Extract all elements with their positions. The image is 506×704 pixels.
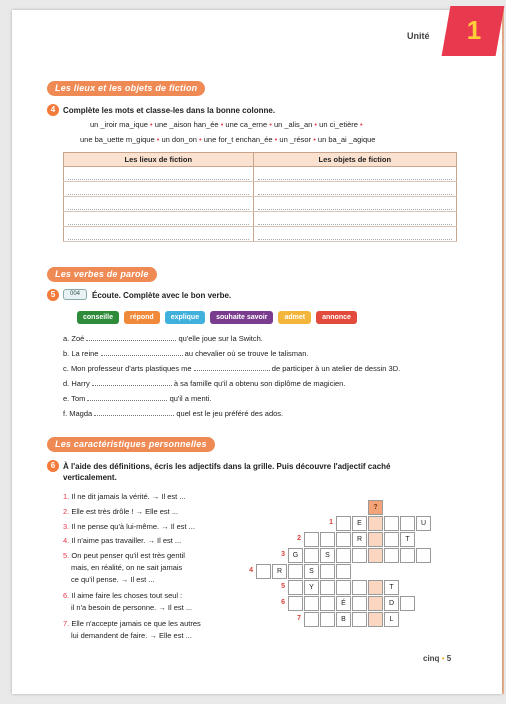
clue-text: Il ne dit jamais la vérité. → Il est ... bbox=[71, 492, 186, 501]
table-header-objets: Les objets de fiction bbox=[253, 153, 456, 167]
clue-text: Elle est très drôle ! → Elle est ... bbox=[71, 507, 179, 516]
grid-cell[interactable]: U bbox=[416, 516, 431, 531]
bullet-icon: • bbox=[314, 120, 318, 129]
grid-cell[interactable] bbox=[384, 548, 399, 563]
audio-track-label: 004 bbox=[69, 291, 80, 297]
verb-chip: explique bbox=[165, 311, 205, 324]
sentence-end: quel est le jeu préféré des ados. bbox=[176, 409, 284, 418]
grid-cell[interactable] bbox=[304, 532, 319, 547]
sentence-e bbox=[63, 394, 211, 403]
clue-6-line-2: il n'a besoin de personne. → Il est ... bbox=[71, 603, 193, 612]
word: un ci_etière bbox=[319, 120, 358, 129]
sentence-end: de participer à un atelier de dessin 3D. bbox=[271, 364, 401, 373]
clue-7-line-2: lui demandent de faire. → Elle est ... bbox=[71, 631, 192, 640]
blank-field[interactable] bbox=[87, 394, 167, 401]
section-title-caracteristiques: Les caractéristiques personnelles bbox=[47, 437, 215, 452]
grid-cell[interactable]: E bbox=[352, 516, 367, 531]
grid-cell[interactable] bbox=[368, 580, 383, 595]
grid-cell[interactable] bbox=[416, 548, 431, 563]
word: une for_t enchan_ée bbox=[203, 135, 273, 144]
bullet-icon: • bbox=[274, 135, 278, 144]
grid-cell[interactable] bbox=[368, 532, 383, 547]
exercise-number-4: 4 bbox=[47, 104, 59, 116]
row-number: 3 bbox=[281, 551, 285, 558]
grid-cell[interactable]: S bbox=[304, 564, 319, 579]
clue-5-line-3: ce qu'il pense. → Il est ... bbox=[71, 575, 155, 584]
grid-cell[interactable] bbox=[336, 516, 351, 531]
grid-cell[interactable] bbox=[320, 532, 335, 547]
bullet-icon: • bbox=[220, 120, 224, 129]
classification-table bbox=[63, 152, 457, 242]
answer-line[interactable] bbox=[253, 197, 456, 212]
blank-field[interactable] bbox=[101, 349, 183, 356]
word: un _résor bbox=[279, 135, 312, 144]
hidden-word-marker: ? bbox=[368, 500, 383, 515]
clue-3 bbox=[63, 522, 195, 531]
grid-cell[interactable] bbox=[400, 596, 415, 611]
section-title-verbes: Les verbes de parole bbox=[47, 267, 157, 282]
clue-number: 5. bbox=[63, 551, 70, 560]
grid-cell[interactable] bbox=[320, 580, 335, 595]
grid-cell[interactable] bbox=[368, 612, 383, 627]
verb-chip: souhaite savoir bbox=[210, 311, 273, 324]
word-list-line-2 bbox=[80, 135, 375, 144]
sentence-letter: f. bbox=[63, 409, 68, 418]
grid-cell[interactable]: T bbox=[384, 580, 399, 595]
grid-cell[interactable] bbox=[320, 612, 335, 627]
clue-number: 1. bbox=[63, 492, 70, 501]
page-word: cinq bbox=[423, 654, 440, 663]
sentence-letter: a. bbox=[63, 334, 70, 343]
grid-cell[interactable] bbox=[304, 548, 319, 563]
answer-line[interactable] bbox=[64, 182, 254, 197]
row-number: 4 bbox=[249, 567, 253, 574]
grid-cell[interactable] bbox=[288, 596, 303, 611]
clue-text: Il ne pense qu'à lui-même. → Il est ... bbox=[71, 522, 195, 531]
sentence-end: qu'elle joue sur la Switch. bbox=[178, 334, 263, 343]
grid-cell[interactable] bbox=[336, 564, 351, 579]
word: une ba_uette m_gique bbox=[80, 135, 155, 144]
grid-cell[interactable]: D bbox=[384, 596, 399, 611]
grid-cell[interactable] bbox=[288, 564, 303, 579]
word: un ba_ai _agique bbox=[317, 135, 376, 144]
verb-chip: admet bbox=[278, 311, 311, 324]
row-number: 2 bbox=[297, 535, 301, 542]
exercise-5-instruction: Écoute. Complète avec le bon verbe. bbox=[92, 291, 232, 300]
sentence-end: au chevalier où se trouve le talisman. bbox=[184, 349, 309, 358]
answer-line[interactable] bbox=[64, 227, 254, 242]
clue-number: 3. bbox=[63, 522, 70, 531]
row-number: 5 bbox=[281, 583, 285, 590]
exercise-6-instruction: À l'aide des définitions, écris les adjectifs dans la grille. Puis découvre l'adjectif caché bbox=[63, 462, 391, 471]
sentence-letter: e. bbox=[63, 394, 70, 403]
clue-6 bbox=[63, 591, 182, 600]
answer-line[interactable] bbox=[253, 167, 456, 182]
grid-cell[interactable] bbox=[352, 548, 367, 563]
clue-1 bbox=[63, 492, 186, 501]
clue-4 bbox=[63, 536, 181, 545]
grid-cell[interactable]: T bbox=[400, 532, 415, 547]
sentence-end: à sa famille qu'il a obtenu son diplôme de magicien. bbox=[173, 379, 346, 388]
page-footer bbox=[423, 654, 451, 663]
exercise-number-5: 5 bbox=[47, 289, 59, 301]
clue-7 bbox=[63, 619, 201, 628]
grid-cell[interactable] bbox=[368, 516, 383, 531]
grid-cell[interactable] bbox=[400, 516, 415, 531]
clue-number: 2. bbox=[63, 507, 70, 516]
answer-line[interactable] bbox=[64, 167, 254, 182]
grid-cell[interactable] bbox=[320, 596, 335, 611]
grid-cell[interactable] bbox=[352, 596, 367, 611]
sentence-start: Tom bbox=[71, 394, 86, 403]
sentence-start: Zoé bbox=[71, 334, 85, 343]
grid-cell[interactable] bbox=[400, 548, 415, 563]
sentence-c bbox=[63, 364, 400, 373]
grid-cell[interactable] bbox=[288, 580, 303, 595]
sentence-start: Mon professeur d'arts plastiques me bbox=[70, 364, 192, 373]
word: un don_on bbox=[161, 135, 197, 144]
sentence-start: Magda bbox=[69, 409, 93, 418]
footer-separator: • bbox=[441, 654, 445, 663]
bullet-icon: • bbox=[360, 120, 363, 129]
sentence-letter: b. bbox=[63, 349, 70, 358]
sentence-start: Harry bbox=[71, 379, 90, 388]
grid-cell[interactable] bbox=[320, 564, 335, 579]
unit-number: 1 bbox=[466, 15, 482, 45]
word: une _aison han_ée bbox=[154, 120, 219, 129]
blank-field[interactable] bbox=[94, 409, 174, 416]
clue-2 bbox=[63, 507, 178, 516]
sentence-b bbox=[63, 349, 308, 358]
clue-number: 6. bbox=[63, 591, 70, 600]
blank-field[interactable] bbox=[194, 364, 270, 371]
sentence-end: qu'il a menti. bbox=[169, 394, 212, 403]
grid-cell[interactable] bbox=[336, 580, 351, 595]
row-number: 7 bbox=[297, 615, 301, 622]
sentence-a bbox=[63, 334, 263, 343]
grid-cell[interactable] bbox=[368, 596, 383, 611]
blank-field[interactable] bbox=[92, 379, 172, 386]
clue-number: 7. bbox=[63, 619, 70, 628]
word: un _iroir ma_ique bbox=[90, 120, 148, 129]
grid-cell[interactable] bbox=[256, 564, 271, 579]
clue-text: Il n'aime pas travailler. → Il est ... bbox=[71, 536, 182, 545]
answer-line[interactable] bbox=[64, 212, 254, 227]
bullet-icon: • bbox=[313, 135, 316, 144]
exercise-6-instruction-cont: verticalement. bbox=[63, 473, 117, 482]
clue-5-line-2: mais, en réalité, on ne sait jamais bbox=[71, 563, 183, 572]
page-number: 5 bbox=[446, 654, 452, 663]
sentence-f bbox=[63, 409, 283, 418]
clue-text: On peut penser qu'il est très gentil bbox=[71, 551, 185, 560]
grid-cell[interactable] bbox=[384, 516, 399, 531]
unit-label: Unité bbox=[407, 31, 430, 41]
clue-number: 4. bbox=[63, 536, 70, 545]
grid-cell[interactable]: R bbox=[272, 564, 287, 579]
grid-cell[interactable]: R bbox=[352, 532, 367, 547]
audio-track-icon[interactable] bbox=[63, 289, 87, 300]
bullet-icon: • bbox=[150, 120, 153, 129]
grid-cell[interactable]: L bbox=[384, 612, 399, 627]
clue-text: Il aime faire les choses tout seul : bbox=[71, 591, 183, 600]
row-number: 1 bbox=[329, 519, 333, 526]
grid-cell[interactable]: B bbox=[336, 612, 351, 627]
grid-cell[interactable]: Y bbox=[304, 580, 319, 595]
verb-chip: répond bbox=[124, 311, 160, 324]
sentence-letter: c. bbox=[63, 364, 69, 373]
answer-line[interactable] bbox=[64, 197, 254, 212]
grid-cell[interactable] bbox=[352, 612, 367, 627]
sentence-letter: d. bbox=[63, 379, 70, 388]
bullet-icon: • bbox=[269, 120, 272, 129]
clue-text: Elle n'accepte jamais ce que les autres bbox=[71, 619, 201, 628]
clue-5 bbox=[63, 551, 185, 560]
answer-line[interactable] bbox=[253, 227, 456, 242]
grid-cell[interactable] bbox=[336, 532, 351, 547]
grid-cell[interactable] bbox=[368, 548, 383, 563]
grid-cell[interactable]: S bbox=[320, 548, 335, 563]
sentence-start: La reine bbox=[71, 349, 99, 358]
bullet-icon: • bbox=[199, 135, 202, 144]
row-number: 6 bbox=[281, 599, 285, 606]
verb-bank bbox=[77, 311, 357, 324]
grid-cell[interactable] bbox=[384, 532, 399, 547]
grid-cell[interactable] bbox=[304, 612, 319, 627]
verb-chip: annonce bbox=[316, 311, 357, 324]
exercise-number-6: 6 bbox=[47, 460, 59, 472]
word-list-line-1 bbox=[90, 120, 363, 129]
blank-field[interactable] bbox=[86, 334, 176, 341]
section-title-lieux: Les lieux et les objets de fiction bbox=[47, 81, 205, 96]
answer-line[interactable] bbox=[253, 212, 456, 227]
bullet-icon: • bbox=[156, 135, 160, 144]
grid-cell[interactable]: G bbox=[288, 548, 303, 563]
exercise-4-instruction: Complète les mots et classe-les dans la bonne colonne. bbox=[63, 106, 276, 115]
verb-chip: conseille bbox=[77, 311, 119, 324]
grid-cell[interactable] bbox=[352, 580, 367, 595]
word: une ca_erne bbox=[225, 120, 268, 129]
grid-cell[interactable] bbox=[336, 548, 351, 563]
answer-line[interactable] bbox=[253, 182, 456, 197]
sentence-d bbox=[63, 379, 345, 388]
word: un _alis_an bbox=[273, 120, 313, 129]
grid-cell[interactable] bbox=[304, 596, 319, 611]
grid-cell[interactable]: É bbox=[336, 596, 351, 611]
table-header-lieux: Les lieux de fiction bbox=[64, 153, 254, 167]
